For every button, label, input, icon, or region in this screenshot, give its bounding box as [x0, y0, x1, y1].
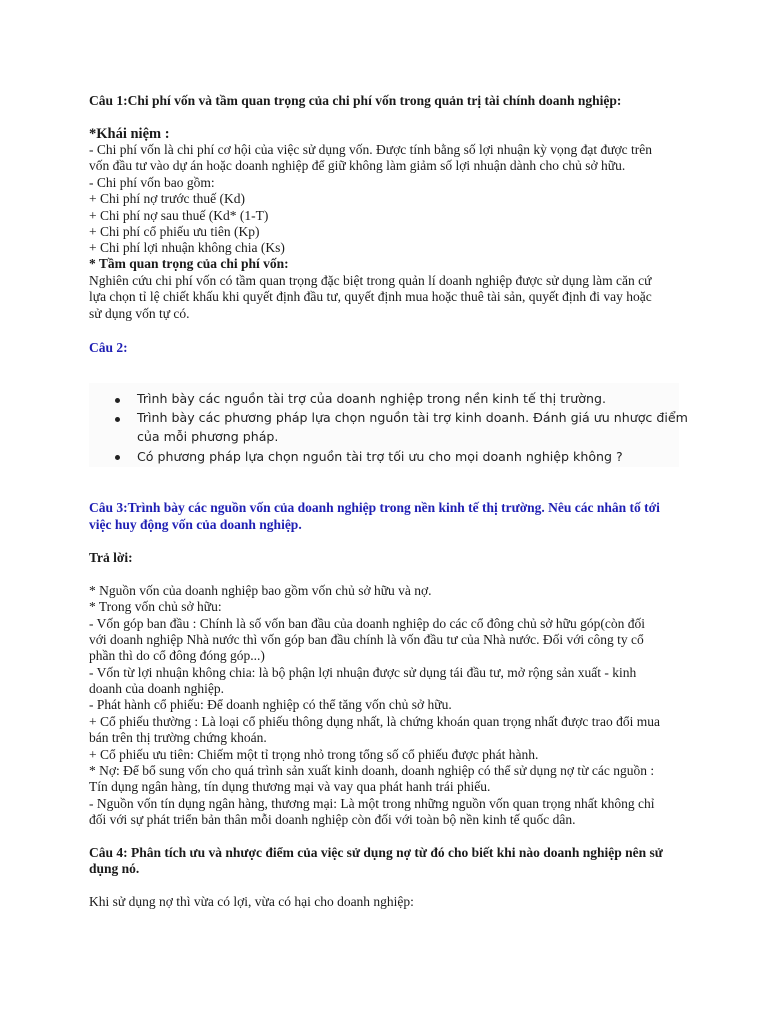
q1-line: - Chi phí vốn bao gồm:	[89, 175, 215, 190]
q2-bullet-item-continued: của mỗi phương pháp.	[137, 429, 279, 444]
q3-line: với doanh nghiệp Nhà nước thì vốn góp ban đầu chính là vốn đầu tư của Nhà nước. Đối với công ty cổ	[89, 632, 644, 647]
bullet-dot-icon	[115, 398, 120, 403]
q3-line: + Cổ phiếu thường : Là loại cổ phiếu thông dụng nhất, là chứng khoán quan trọng nhất được trao đổi mua	[89, 714, 660, 729]
q1-heading: Câu 1:Chi phí vốn và tầm quan trọng của chi phí vốn trong quản trị tài chính doanh nghiệp:	[89, 93, 622, 108]
q2-bullet-item: Trình bày các phương pháp lựa chọn nguồn tài trợ kinh doanh. Đánh giá ưu nhược điểm	[137, 410, 688, 425]
q1-importance-heading: * Tầm quan trọng của chi phí vốn:	[89, 256, 289, 271]
bullet-dot-icon	[115, 417, 120, 422]
q1-line: + Chi phí nợ sau thuế (Kd* (1-T)	[89, 208, 269, 223]
q1-line: + Chi phí cổ phiếu ưu tiên (Kp)	[89, 224, 260, 239]
q3-line: - Vốn góp ban đầu : Chính là số vốn ban đầu của doanh nghiệp do các cổ đông chủ sở hữu góp(còn đối	[89, 616, 645, 631]
q3-line: - Nguồn vốn tín dụng ngân hàng, thương mại: Là một trong những nguồn vốn quan trọng nhất không chỉ	[89, 796, 655, 811]
q3-line: * Nguồn vốn của doanh nghiệp bao gồm vốn chủ sở hữu và nợ.	[89, 583, 432, 598]
q2-bullet-item: Trình bày các nguồn tài trợ của doanh nghiệp trong nền kinh tế thị trường.	[137, 391, 606, 406]
q1-line: + Chi phí nợ trước thuế (Kd)	[89, 191, 245, 206]
q2-bullet-item: Có phương pháp lựa chọn nguồn tài trợ tối ưu cho mọi doanh nghiệp không ?	[137, 449, 623, 464]
q3-heading: việc huy động vốn của doanh nghiệp.	[89, 517, 302, 532]
q3-line: bán trên thị trường chứng khoán.	[89, 730, 267, 745]
q3-line: Tín dụng ngân hàng, tín dụng thương mại và vay qua phát hanh trái phiếu.	[89, 779, 491, 794]
q4-line: Khi sử dụng nợ thì vừa có lợi, vừa có hại cho doanh nghiệp:	[89, 894, 414, 909]
q3-line: - Phát hành cổ phiếu: Để doanh nghiệp có thể tăng vốn chủ sở hữu.	[89, 697, 452, 712]
q3-line: doanh của doanh nghiệp.	[89, 681, 224, 696]
q1-concept-heading: *Khái niệm :	[89, 126, 170, 142]
q3-heading: Câu 3:Trình bày các nguồn vốn của doanh nghiệp trong nền kinh tế thị trường. Nêu các nhân tố tới	[89, 500, 660, 515]
q1-line: + Chi phí lợi nhuận không chia (Ks)	[89, 240, 285, 255]
q1-line: vốn đầu tư vào dự án hoặc doanh nghiệp để giữ không làm giảm số lợi nhuận dành cho chủ sở hữu.	[89, 158, 626, 173]
q1-line: - Chi phí vốn là chi phí cơ hội của việc sử dụng vốn. Được tính bằng số lợi nhuận kỳ vọng đạt được trên	[89, 142, 653, 157]
bullet-dot-icon	[115, 455, 120, 460]
q3-line: phần thì do cổ đông đóng góp...)	[89, 648, 265, 663]
q3-line: - Vốn từ lợi nhuận không chia: là bộ phận lợi nhuận được sử dụng tái đầu tư, mở rộng sản xuất - kinh	[89, 665, 637, 680]
q4-heading: dụng nó.	[89, 861, 140, 876]
q4-heading: Câu 4: Phân tích ưu và nhược điểm của việc sử dụng nợ từ đó cho biết khi nào doanh nghiệp nên sử	[89, 845, 663, 860]
q3-line: * Nợ: Để bổ sung vốn cho quá trình sản xuất kinh doanh, doanh nghiệp có thể sử dụng nợ từ các nguồn :	[89, 763, 655, 778]
q3-line: + Cổ phiếu ưu tiên: Chiếm một tỉ trọng nhỏ trong tổng số cổ phiếu được phát hành.	[89, 747, 539, 762]
q1-importance-line: lựa chọn tỉ lệ chiết khấu khi quyết định đầu tư, quyết định mua hoặc thuê tài sản, quyết định đi vay hoặc	[89, 289, 652, 304]
q3-line: * Trong vốn chủ sở hữu:	[89, 599, 222, 614]
q3-line: đối với sự phát triển bản thân mỗi doanh nghiệp còn đối với toàn bộ nền kinh tế quốc dân.	[89, 812, 576, 827]
q3-answer-label: Trả lời:	[89, 550, 133, 565]
q1-importance-line: Nghiên cứu chi phí vốn có tầm quan trọng đặc biệt trong quản lí doanh nghiệp được sử dụng làm căn cứ	[89, 273, 652, 288]
q1-importance-line: sử dụng vốn tự có.	[89, 306, 190, 321]
q2-heading: Câu 2:	[89, 340, 128, 355]
